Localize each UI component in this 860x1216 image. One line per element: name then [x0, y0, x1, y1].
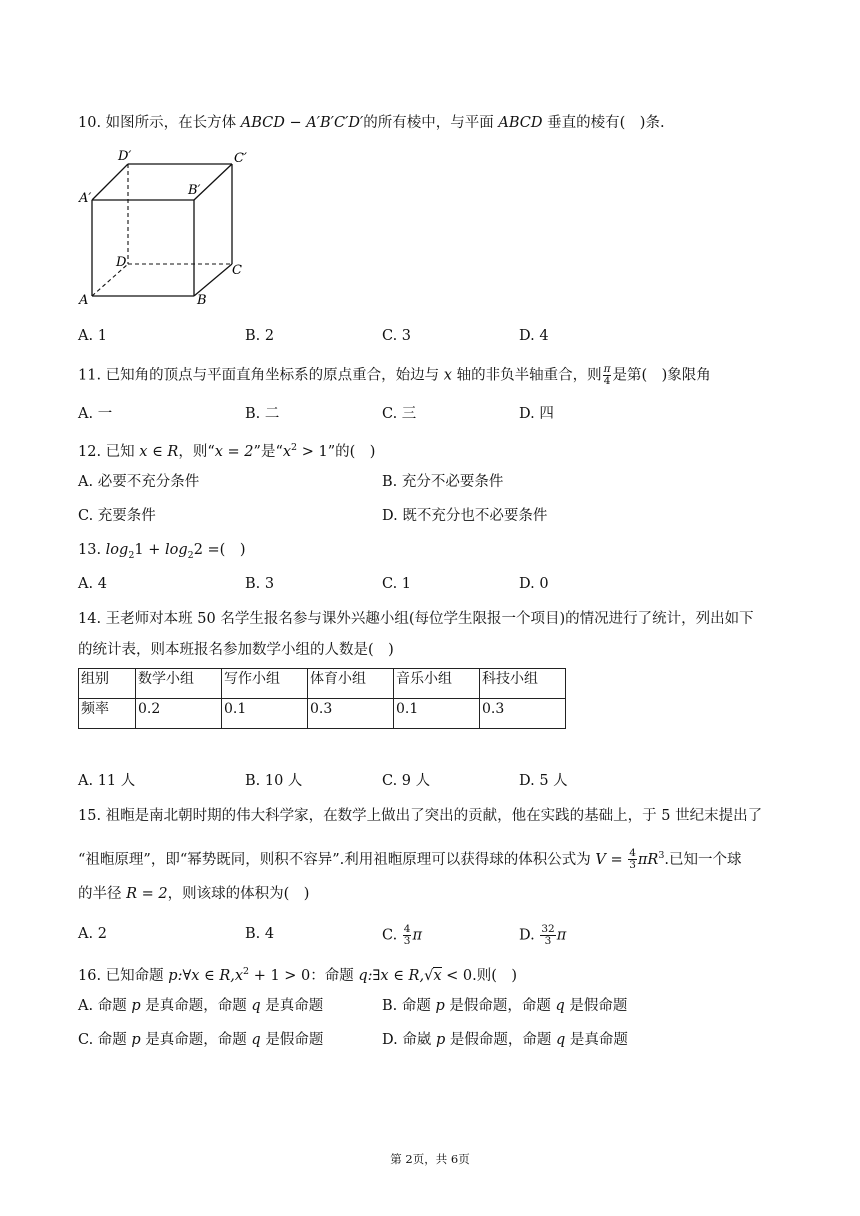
q14-option-c: C. 9 人 [382, 773, 431, 789]
table-cell: 科技小组 [480, 669, 566, 699]
table-row [79, 699, 566, 729]
cuboid-figure [76, 144, 256, 310]
table-cell: 体育小组 [308, 669, 394, 699]
table-cell: 写作小组 [222, 669, 308, 699]
label-B: B [197, 293, 207, 308]
q16-stem: 16. 已知命题 p:∀x ∈ $R,x^2 + 1 > 0$：命题 q:∃x ∈ R,√x < 0.则( ) [78, 966, 518, 984]
table-header-row [79, 669, 566, 699]
table-cell: 数学小组 [136, 669, 222, 699]
q15-stem-line1: 15. 祖暅是南北朝时期的伟大科学家，在数学上做出了突出的贡献，他在实践的基础上，于 5 世纪末提出了 [78, 808, 763, 824]
q10-option-c: C. 3 [382, 328, 412, 344]
q10-option-a: A. 1 [78, 328, 107, 344]
q12-stem: 12. 已知 x ∈ R，则“x = 2”是“$x^2 > 1$”的( ) [78, 442, 376, 460]
q13-option-b: B. 3 [245, 576, 275, 592]
frequency-table [78, 668, 566, 729]
q14-option-d: D. 5 人 [519, 773, 568, 789]
q15-stem-line2: “祖暅原理”，即“幂势既同，则积不容异”.利用祖暅原理可以获得球的体积公式为 V = $\frac{4}{3}$ $\pi R^3$.已知一个球 [78, 847, 742, 872]
q13-stem: 13. $\log_21 + \log_22$ =( ) [78, 542, 246, 561]
q14-option-a: A. 11 人 [78, 773, 136, 789]
table-cell: 频率 [79, 699, 136, 729]
label-D1: D′ [118, 149, 132, 164]
q15-formula-fraction: $\frac{4}{3}$ [629, 847, 636, 872]
label-B1: B′ [188, 183, 201, 198]
q11-stem: 11. 已知角的顶点与平面直角坐标系的原点重合，始边与 x 轴的非负半轴重合，则 $\frac{\pi}{4}$ 是第( )象限角 [78, 363, 711, 387]
label-C1: C′ [234, 151, 247, 166]
q16-option-c: C. 命题 p 是真命题，命题 q 是假命题 [78, 1032, 324, 1048]
table-cell: 组别 [79, 669, 136, 699]
q16-option-d: D. 命崴 p 是假命题，命题 q 是真命题 [382, 1032, 628, 1048]
q11-option-b: B. 二 [245, 406, 280, 422]
label-A: A [79, 293, 89, 308]
q15-option-a: A. 2 [78, 926, 107, 942]
q13-option-d: D. 0 [519, 576, 549, 592]
table-cell: 0.3 [480, 699, 566, 729]
table-cell: 0.2 [136, 699, 222, 729]
q15-option-c: C. $\frac{4}{3}$ π [382, 923, 423, 947]
q15-option-d: D. $\frac{32}{3}$ π [519, 923, 567, 947]
table-cell: 0.1 [222, 699, 308, 729]
q13-option-c: C. 1 [382, 576, 412, 592]
sqrt-symbol: √ [424, 967, 434, 984]
page-footer: 第 2页，共 6页 [390, 1152, 470, 1166]
q10-stem: 10. 如图所示，在长方体 ABCD − A′B′C′D′的所有棱中，与平面 ABCD 垂直的棱有( )条. [78, 115, 665, 131]
q15-stem-line3: 的半径 R = 2，则该球的体积为( ) [78, 886, 310, 902]
table-cell: 0.1 [394, 699, 480, 729]
q12-option-a: A. 必要不充分条件 [78, 474, 200, 490]
q14-stem-line2: 的统计表，则本班报名参加数学小组的人数是( ) [78, 642, 394, 658]
q10-option-d: D. 4 [519, 328, 549, 344]
label-D: D [116, 255, 127, 270]
label-A1: A′ [79, 191, 92, 206]
q11-option-a: A. 一 [78, 406, 113, 422]
q15-option-b: B. 4 [245, 926, 275, 942]
q16-option-b: B. 命题 p 是假命题，命题 q 是假命题 [382, 998, 628, 1014]
q11-option-d: D. 四 [519, 406, 554, 422]
label-C: C [232, 263, 242, 278]
table-cell: 音乐小组 [394, 669, 480, 699]
q10-option-b: B. 2 [245, 328, 275, 344]
q13-option-a: A. 4 [78, 576, 107, 592]
q12-option-d: D. 既不充分也不必要条件 [382, 508, 548, 524]
q11-option-c: C. 三 [382, 406, 417, 422]
table-cell: 0.3 [308, 699, 394, 729]
q12-option-c: C. 充要条件 [78, 508, 156, 524]
q16-option-a: A. 命题 p 是真命题，命题 q 是真命题 [78, 998, 324, 1014]
q14-stem-line1: 14. 王老师对本班 50 名学生报名参与课外兴趣小组(每位学生限报一个项目)的情况进行了统计，列出如下 [78, 611, 754, 627]
q12-option-b: B. 充分不必要条件 [382, 474, 504, 490]
q14-option-b: B. 10 人 [245, 773, 303, 789]
q11-fraction: $\frac{\pi}{4}$ [603, 363, 611, 387]
